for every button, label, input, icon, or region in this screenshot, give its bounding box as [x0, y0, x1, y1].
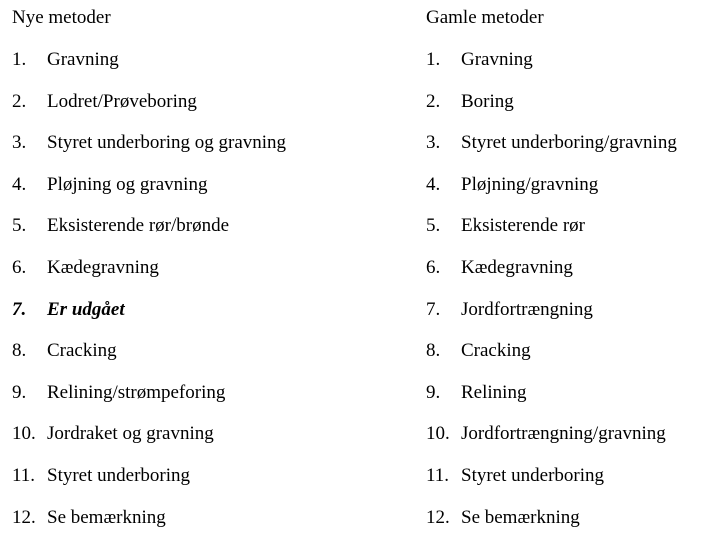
new-methods-list-item	[12, 508, 166, 527]
new-methods-list-item	[12, 258, 159, 277]
item-label: Cracking	[47, 340, 117, 361]
item-number: 9.	[426, 382, 441, 403]
item-label: Kædegravning	[47, 257, 159, 278]
item-label: Relining	[461, 382, 527, 403]
item-label: Eksisterende rør	[461, 215, 585, 236]
old-methods-list-item	[426, 341, 531, 360]
old-methods-list-item	[426, 50, 533, 69]
item-label: Jordraket og gravning	[47, 423, 214, 444]
item-number: 8.	[426, 340, 441, 361]
item-label: Styret underboring/gravning	[461, 132, 677, 153]
item-number: 3.	[426, 132, 441, 153]
item-number: 7.	[426, 299, 441, 320]
item-number: 8.	[12, 340, 27, 361]
item-number: 6.	[12, 257, 27, 278]
item-label: Kædegravning	[461, 257, 573, 278]
item-label: Cracking	[461, 340, 531, 361]
item-number: 4.	[426, 174, 441, 195]
item-number: 2.	[12, 91, 27, 112]
old-methods-heading: Gamle metoder	[426, 7, 544, 28]
item-number: 6.	[426, 257, 441, 278]
item-number: 10.	[12, 423, 36, 444]
new-methods-list-item	[12, 341, 117, 360]
item-label: Gravning	[47, 49, 119, 70]
new-methods-heading: Nye metoder	[12, 7, 111, 28]
item-label: Gravning	[461, 49, 533, 70]
old-methods-list-item	[426, 383, 526, 402]
old-methods-list-item	[426, 300, 593, 319]
new-methods-list-item	[12, 424, 214, 443]
new-methods-list-item	[12, 133, 286, 152]
old-methods-list-item	[426, 216, 585, 235]
item-label: Pløjning/gravning	[461, 174, 599, 195]
item-label: Styret underboring	[47, 465, 191, 486]
item-label: Se bemærkning	[461, 507, 580, 528]
item-number: 12.	[12, 507, 36, 528]
item-label: Boring	[461, 91, 514, 112]
item-number: 2.	[426, 91, 441, 112]
item-number: 5.	[426, 215, 441, 236]
item-number: 12.	[426, 507, 450, 528]
item-number: 1.	[12, 49, 27, 70]
item-label: Eksisterende rør/brønde	[47, 215, 230, 236]
item-number: 9.	[12, 382, 27, 403]
old-methods-list-item	[426, 466, 604, 485]
item-number: 7.	[12, 299, 27, 320]
old-methods-list-item	[426, 175, 598, 194]
old-methods-list-item	[426, 508, 580, 527]
old-methods-list-item	[426, 258, 573, 277]
new-methods-list-item	[12, 383, 225, 402]
new-methods-list-item	[12, 216, 229, 235]
item-label: Se bemærkning	[47, 507, 166, 528]
item-label: Lodret/Prøveboring	[47, 91, 197, 112]
item-number: 1.	[426, 49, 441, 70]
item-number: 4.	[12, 174, 27, 195]
item-label: Jordfortrængning/gravning	[461, 423, 666, 444]
item-number: 10.	[426, 423, 450, 444]
item-number: 11.	[12, 465, 36, 486]
item-label: Relining/strømpeforing	[47, 382, 226, 403]
item-number: 3.	[12, 132, 27, 153]
new-methods-list-item	[12, 50, 119, 69]
new-methods-list-item	[12, 466, 190, 485]
item-number: 11.	[426, 465, 450, 486]
old-methods-list-item	[426, 133, 677, 152]
old-methods-list-item	[426, 424, 666, 443]
item-label: Jordfortrængning	[461, 299, 593, 320]
new-methods-list-item-discontinued	[12, 300, 125, 319]
item-label: Styret underboring og gravning	[47, 132, 287, 153]
new-methods-list-item	[12, 175, 207, 194]
item-label: Styret underboring	[461, 465, 605, 486]
item-number: 5.	[12, 215, 27, 236]
new-methods-list-item	[12, 92, 197, 111]
old-methods-list-item	[426, 92, 514, 111]
item-label: Pløjning og gravning	[47, 174, 208, 195]
item-label: Er udgået	[47, 299, 125, 320]
